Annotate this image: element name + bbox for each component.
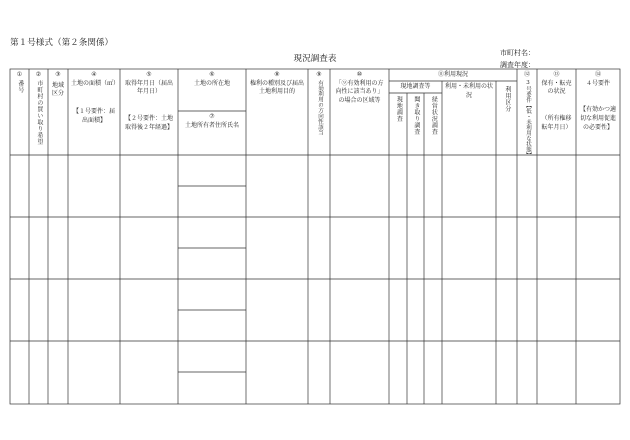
header-current-use: ⑪利用現況 bbox=[437, 71, 469, 78]
header-use-class: 利用区分 bbox=[503, 86, 511, 112]
header-owner: ⑦ 土地所有者住所氏名 bbox=[184, 113, 239, 129]
header-buyback-wish: ② 市町村の買い取り希望 bbox=[35, 71, 43, 145]
header-acquisition-date: ⑤ 取得年月日（届出年月日） 【２号要件：土地取得後２年経過】 bbox=[124, 71, 173, 131]
survey-year-label: 調査年度： bbox=[500, 61, 535, 69]
header-req4: ⑭ ４号要件 【有効かつ適切な利用促進の必要性】 bbox=[579, 71, 616, 131]
header-interview: 聞き取り調査 bbox=[412, 96, 420, 135]
header-area-class: ③ 地域区分 bbox=[51, 71, 64, 98]
header-site-survey-group: 現地調査等 bbox=[400, 83, 431, 90]
header-land-location: ⑥ 土地の所在地 bbox=[193, 71, 230, 87]
header-site-survey: 現地調査 bbox=[395, 96, 403, 122]
municipality-label: 市町村名： bbox=[500, 49, 535, 57]
header-land-area: ④ 土地の面積（㎡） 【１号要件：届出面積】 bbox=[71, 71, 120, 125]
page-title: 現況調査表 bbox=[293, 54, 337, 64]
header-number: ① 番号 bbox=[16, 71, 24, 93]
header-use-status: 利用・未利用の状況 bbox=[445, 83, 494, 99]
header-management: 経営状況調査 bbox=[430, 96, 438, 135]
header-zone: ⑩ 「⑨有効利用の方向性に該当あり」の場合の区域等 bbox=[335, 71, 384, 105]
header-direction: ⑨ 有効利用の方向性該当 bbox=[316, 71, 323, 135]
header-holding-resale: ⑬ 保有・転売の状況 （所有権移転年月日） bbox=[541, 71, 572, 131]
header-req3: ⑫ 3号要件【低・未利用な状態】 bbox=[523, 71, 531, 158]
header-right-type: ⑧ 権利の種別及び届出土地利用目的 bbox=[249, 71, 304, 96]
form-label: 第１号様式（第２条関係） bbox=[10, 38, 114, 48]
